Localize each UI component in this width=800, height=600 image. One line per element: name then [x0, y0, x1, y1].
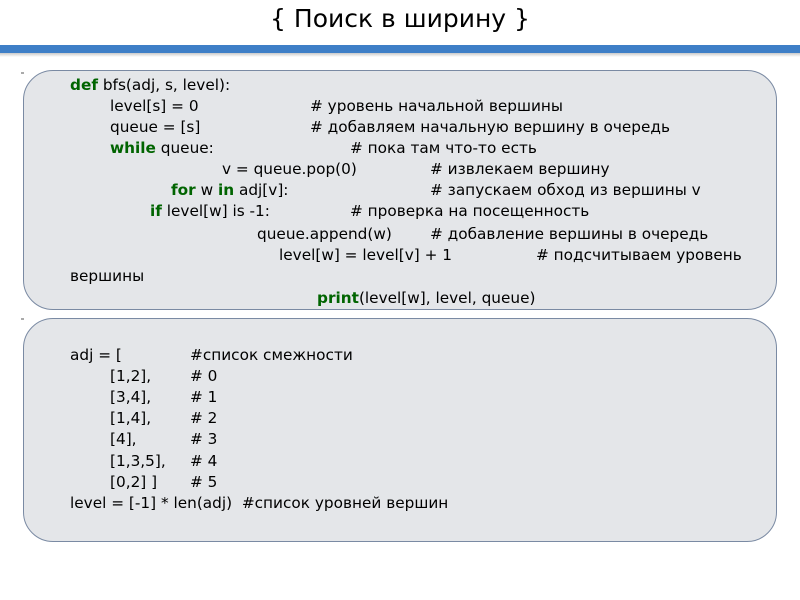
code-comment: # запускаем обход из вершины v: [430, 181, 701, 199]
adj-row: [3,4],: [110, 388, 152, 406]
code-line-queue-init: queue = [s]: [110, 118, 201, 136]
adj-row: [1,3,5],: [110, 452, 166, 470]
code-line-if: if level[w] is -1:: [150, 202, 270, 220]
code-line-level-init: level[s] = 0: [110, 97, 199, 115]
panel-tick-mark: [21, 72, 24, 74]
adj-row: [0,2] ]: [110, 473, 158, 491]
slide-title: { Поиск в ширину }: [270, 4, 530, 33]
code-line-adj: adj = [: [70, 346, 122, 364]
code-comment: # добавляем начальную вершину в очередь: [310, 118, 670, 136]
adj-row-comment: # 3: [190, 430, 218, 448]
code-line-pop: v = queue.pop(0): [222, 160, 357, 178]
code-comment: # добавление вершины в очередь: [430, 225, 709, 243]
code-line-while: while queue:: [110, 139, 214, 157]
code-line-for: for w in adj[v]:: [171, 181, 289, 199]
adj-row-comment: # 4: [190, 452, 218, 470]
title-bar-shadow: [0, 53, 800, 57]
code-line-append: queue.append(w): [257, 225, 392, 243]
adj-row-comment: # 2: [190, 409, 218, 427]
code-comment: # уровень начальной вершины: [310, 97, 564, 115]
code-comment: # извлекаем вершину: [430, 160, 610, 178]
adj-row: [1,2],: [110, 367, 152, 385]
adj-row-comment: # 5: [190, 473, 218, 491]
code-comment: # пока там что-то есть: [350, 139, 537, 157]
adj-row: [1,4],: [110, 409, 152, 427]
code-comment-wrap: вершины: [70, 267, 145, 285]
code-comment: # проверка на посещенность: [350, 202, 590, 220]
adj-row-comment: # 0: [190, 367, 218, 385]
code-line-def: def bfs(adj, s, level):: [70, 76, 231, 94]
adj-row: [4],: [110, 430, 137, 448]
code-comment: #список смежности: [190, 346, 353, 364]
code-line-level-list: level = [-1] * len(adj) #список уровней вершин: [70, 494, 449, 512]
adj-row-comment: # 1: [190, 388, 218, 406]
title-accent-bar: [0, 45, 800, 53]
code-comment: # подсчитываем уровень: [536, 246, 742, 264]
code-line-level-update: level[w] = level[v] + 1: [279, 246, 453, 264]
panel-tick-mark: [21, 318, 24, 320]
code-line-print: print(level[w], level, queue): [317, 289, 536, 307]
